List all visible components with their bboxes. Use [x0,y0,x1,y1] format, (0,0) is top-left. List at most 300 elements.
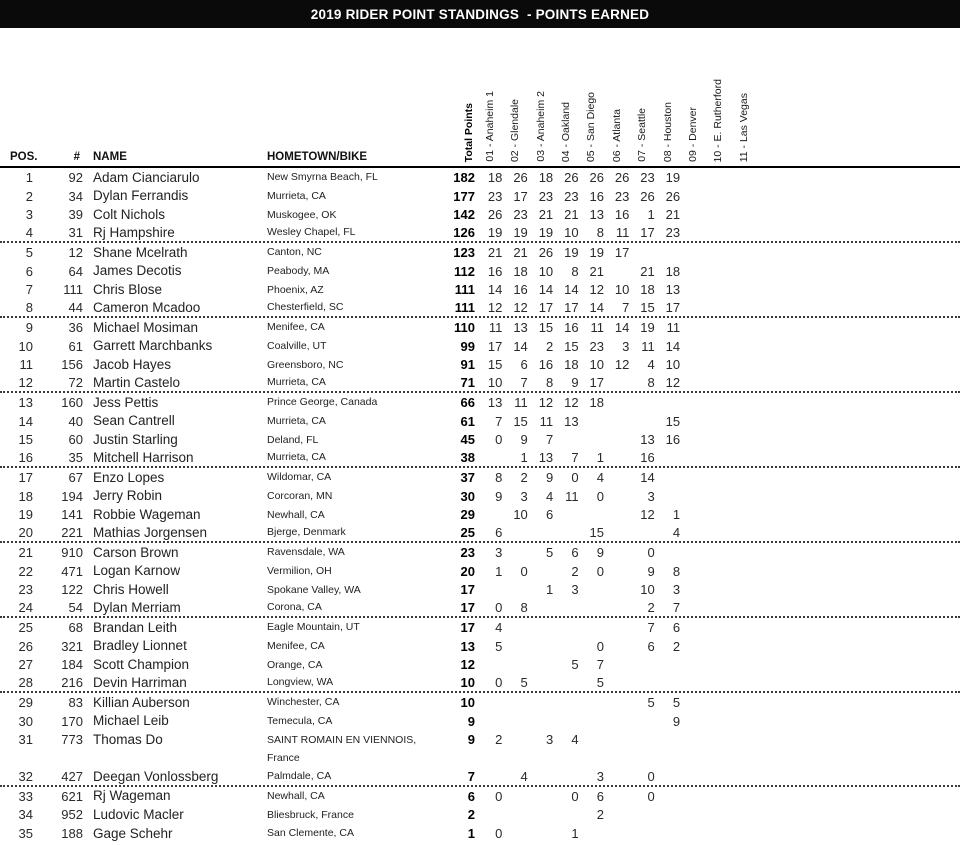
round-points-cell-8: 23 [665,225,681,241]
round-points-cell-6: 7 [622,300,630,316]
round-header-label: 02 - Glendale [509,98,522,162]
round-points-cell-1: 2 [495,731,503,747]
name-cell: Mathias Jorgensen [93,524,208,540]
number-cell: 221 [61,525,83,541]
pos-cell: 12 [18,375,33,391]
hometown-cell: Prince George, Canada [267,396,378,409]
number-cell: 188 [61,826,83,842]
table-row [0,374,960,393]
total-points-cell: 66 [460,394,475,410]
name-cell: Rj Wageman [93,788,171,804]
round-points-cell-2: 12 [513,300,528,316]
round-points-cell-8: 18 [665,263,681,279]
round-points-cell-4: 10 [564,225,579,241]
round-points-cell-1: 15 [487,357,503,373]
round-points-cell-1: 0 [495,600,503,616]
table-row [0,824,960,843]
name-cell: Scott Champion [93,657,190,673]
round-points-cell-4: 11 [565,488,579,504]
round-points-cell-1: 10 [487,375,503,391]
round-points-cell-6: 16 [614,207,630,223]
pos-cell: 29 [18,694,33,710]
table-row [0,618,960,637]
round-points-cell-3: 18 [538,169,554,185]
round-points-cell-4: 1 [571,826,579,842]
name-cell: Dylan Merriam [93,599,181,615]
total-points-cell: 6 [467,788,475,804]
hometown-cell: Vermilion, OH [267,564,332,577]
number-cell: 773 [61,731,83,747]
hometown-cell [265,731,443,769]
round-header-label: 10 - E. Rutherford [712,78,725,162]
table-row [0,262,960,281]
name-cell: Deegan Vonlossberg [93,768,219,784]
total-points-cell: 111 [454,282,475,298]
hometown-cell: Canton, NC [267,246,322,259]
total-points-cell: 17 [460,600,475,616]
round-points-cell-8: 12 [665,375,681,391]
number-cell: 83 [68,694,83,710]
column-header-number: # [73,151,80,163]
total-points-cell: 99 [460,338,475,354]
round-points-cell-3: 5 [545,544,554,560]
number-cell: 621 [61,788,83,804]
total-points-cell: 142 [453,207,475,223]
round-points-cell-2: 3 [520,488,528,504]
column-header-round-1 [478,28,503,166]
total-points-cell: 20 [460,563,475,579]
round-points-cell-5: 1 [596,450,604,466]
pos-cell: 3 [25,207,33,223]
name-cell: Jacob Hayes [93,357,172,373]
round-points-cell-3: 1 [545,582,554,598]
total-points-cell: 110 [454,319,475,335]
round-points-cell-4: 13 [564,413,579,429]
round-points-cell-2: 0 [520,563,528,579]
total-points-cell: 7 [467,768,475,784]
round-points-cell-1: 17 [487,338,503,354]
round-points-cell-2: 5 [520,675,528,691]
pos-cell: 18 [18,488,33,504]
total-points-cell: 61 [460,413,475,429]
round-points-cell-7: 0 [647,768,655,784]
round-header-label: 07 - Seattle [636,108,649,162]
total-points-cell: 17 [460,582,475,598]
hometown-cell: Temecula, CA [267,714,333,727]
pos-cell: 4 [25,225,33,241]
total-points-cell: 17 [460,619,475,635]
table-row [0,637,960,656]
total-points-cell: 2 [467,807,475,823]
round-header-label: 06 - Atlanta [610,108,623,162]
round-points-cell-1: 13 [487,394,503,410]
column-header-round-8 [656,28,681,166]
name-cell: Dylan Ferrandis [93,188,189,204]
round-points-cell-4: 9 [571,375,579,391]
table-row [0,281,960,300]
table-row [0,431,960,450]
hometown-cell: Palmdale, CA [267,770,332,783]
round-points-cell-3: 14 [538,282,554,298]
round-points-cell-5: 15 [589,525,604,541]
round-points-cell-4: 21 [564,207,579,223]
round-points-cell-1: 0 [495,675,503,691]
pos-cell: 20 [18,525,33,541]
number-cell: 141 [61,507,83,523]
round-points-cell-5: 3 [596,768,604,784]
name-cell: Michael Leib [93,713,169,729]
pos-cell: 9 [25,319,33,335]
pos-cell: 17 [18,469,33,485]
round-points-cell-1: 11 [488,319,503,335]
table-row [0,243,960,262]
name-cell: Jess Pettis [93,394,159,410]
round-points-cell-4: 4 [571,731,579,747]
round-points-cell-4: 23 [564,188,579,204]
round-points-cell-1: 16 [487,263,503,279]
name-cell: Chris Blose [93,282,163,298]
round-points-cell-1: 8 [495,469,503,485]
hometown-cell: Menifee, CA [267,639,325,652]
round-points-cell-3: 16 [538,357,554,373]
round-points-cell-5: 21 [589,263,604,279]
round-points-cell-4: 3 [571,582,579,598]
number-cell: 68 [68,619,83,635]
round-points-cell-7: 10 [640,582,655,598]
number-cell: 156 [61,357,83,373]
round-points-cell-5: 9 [596,544,604,560]
pos-cell: 6 [25,263,33,279]
round-points-cell-2: 9 [520,432,528,448]
round-points-cell-3: 12 [538,394,554,410]
round-points-cell-7: 6 [647,638,655,654]
round-points-cell-8: 3 [672,582,681,598]
name-cell: Bradley Lionnet [93,638,187,654]
total-points-cell: 91 [460,357,475,373]
pos-cell: 34 [18,807,33,823]
round-points-cell-6: 26 [614,169,630,185]
round-points-cell-3: 8 [545,375,554,391]
total-points-cell: 13 [460,638,475,654]
round-points-cell-1: 4 [495,619,503,635]
round-points-cell-5: 13 [589,207,604,223]
round-points-cell-5: 26 [589,169,604,185]
round-points-cell-4: 5 [571,657,579,673]
round-points-cell-3: 21 [538,207,554,223]
round-points-cell-6: 3 [622,338,630,354]
round-points-cell-3: 11 [539,413,554,429]
round-points-cell-4: 16 [564,319,579,335]
round-points-cell-3: 19 [538,225,554,241]
hometown-cell: Winchester, CA [267,696,340,709]
round-points-cell-2: 10 [513,507,528,523]
round-header-label: 08 - Houston [661,101,674,162]
table-row [0,449,960,468]
title-bar [0,0,960,28]
hometown-cell: Ravensdale, WA [267,546,345,559]
table-row [0,787,960,806]
total-points-cell: 12 [460,657,475,673]
table-row [0,731,960,769]
pos-cell: 21 [18,544,33,560]
round-points-cell-5: 4 [596,469,604,485]
round-points-cell-5: 18 [589,394,604,410]
hometown-cell: Greensboro, NC [267,358,344,371]
number-cell: 92 [68,169,83,185]
round-points-cell-2: 7 [520,375,528,391]
round-points-cell-4: 0 [571,469,579,485]
round-points-cell-8: 11 [666,319,681,335]
round-points-cell-7: 26 [640,188,655,204]
table-row [0,712,960,731]
name-cell: Garrett Marchbanks [93,338,213,354]
table-row [0,356,960,375]
name-cell: James Decotis [93,263,182,279]
round-points-cell-2: 18 [513,263,528,279]
pos-cell: 23 [18,582,33,598]
round-points-cell-7: 11 [641,338,655,354]
name-cell: Brandan Leith [93,619,178,635]
round-points-cell-8: 16 [665,432,681,448]
total-points-label: Total Points [463,102,476,162]
hometown-cell: Murrieta, CA [267,376,326,389]
pos-cell: 11 [19,357,33,373]
round-points-cell-8: 15 [665,413,681,429]
hometown-cell: Corona, CA [267,601,322,614]
total-points-cell: 10 [460,675,475,691]
round-points-cell-7: 15 [640,300,655,316]
round-points-cell-5: 8 [596,225,604,241]
number-cell: 31 [68,225,83,241]
table-header-row [0,28,960,168]
column-header-round-3 [529,28,554,166]
round-points-cell-8: 2 [672,638,681,654]
round-points-cell-3: 3 [545,731,554,747]
round-points-cell-7: 9 [647,563,655,579]
round-points-cell-7: 14 [640,469,655,485]
round-points-cell-4: 14 [564,282,579,298]
round-points-cell-1: 18 [487,169,503,185]
total-points-cell: 112 [454,263,475,279]
number-cell: 427 [61,768,83,784]
round-points-cell-4: 8 [571,263,579,279]
hometown-cell: Phoenix, AZ [267,283,324,296]
number-cell: 194 [61,488,83,504]
number-cell: 952 [61,807,83,823]
total-points-cell: 23 [460,544,475,560]
table-row [0,768,960,787]
column-header-round-9 [681,28,706,166]
total-points-cell: 123 [453,244,475,260]
total-points-cell: 37 [460,469,475,485]
round-points-cell-8: 26 [665,188,681,204]
name-cell: Chris Howell [93,582,169,598]
pos-cell: 19 [18,507,33,523]
round-points-cell-2: 21 [513,244,528,260]
number-cell: 321 [61,638,83,654]
pos-cell: 27 [18,657,33,673]
round-points-cell-7: 8 [647,375,655,391]
round-points-cell-3: 13 [538,450,554,466]
number-cell: 160 [61,394,83,410]
table-row [0,412,960,431]
number-cell: 471 [61,563,83,579]
round-header-label: 03 - Anaheim 2 [534,91,547,162]
hometown-cell: Murrieta, CA [267,451,326,464]
hometown-cell: Corcoran, MN [267,489,333,502]
table-row [0,299,960,318]
name-cell: Martin Castelo [93,374,181,390]
hometown-cell: Chesterfield, SC [267,301,344,314]
name-cell: Mitchell Harrison [93,449,194,465]
round-points-cell-7: 3 [647,488,655,504]
number-cell: 39 [68,207,83,223]
column-header-pos: POS. [10,151,38,163]
total-points-cell: 71 [460,375,475,391]
pos-cell: 1 [25,169,33,185]
round-points-cell-7: 13 [640,432,655,448]
hometown-cell: Coalville, UT [267,339,327,352]
hometown-line-2: France [267,752,300,765]
pos-cell: 35 [18,826,33,842]
round-points-cell-5: 23 [589,338,604,354]
table-row [0,806,960,825]
table-row [0,337,960,356]
round-points-cell-7: 5 [647,694,655,710]
column-header-total-points [443,28,478,166]
page-title: 2019 RIDER POINT STANDINGS - POINTS EARNED [310,6,650,22]
round-points-cell-8: 6 [672,619,681,635]
column-header-round-10 [707,28,732,166]
name-cell: Enzo Lopes [93,469,165,485]
round-points-cell-3: 15 [538,319,554,335]
table-row [0,562,960,581]
column-header-round-4 [554,28,579,166]
round-points-cell-4: 18 [564,357,579,373]
pos-cell: 33 [18,788,33,804]
round-points-cell-1: 26 [487,207,503,223]
total-points-cell: 29 [460,507,475,523]
round-points-cell-8: 7 [672,600,681,616]
round-points-cell-8: 5 [672,694,681,710]
number-cell: 72 [68,375,83,391]
round-points-cell-7: 21 [640,263,655,279]
pos-cell: 30 [18,713,33,729]
pos-cell: 28 [18,675,33,691]
round-points-cell-3: 26 [538,244,554,260]
hometown-cell: Deland, FL [267,433,319,446]
name-cell: Jerry Robin [93,488,163,504]
column-header-round-7 [630,28,655,166]
standings-table-body [0,168,960,843]
name-cell: Logan Karnow [93,563,181,579]
round-points-cell-8: 8 [672,563,681,579]
total-points-cell: 45 [460,432,475,448]
total-points-cell: 30 [460,488,475,504]
hometown-cell: Bjerge, Denmark [267,526,346,539]
number-cell: 67 [68,469,83,485]
round-points-cell-2: 2 [520,469,528,485]
hometown-cell: Bliesbruck, France [267,808,354,821]
number-cell: 12 [68,244,83,260]
round-points-cell-2: 16 [513,282,528,298]
round-points-cell-1: 3 [495,544,503,560]
hometown-cell: New Smyrna Beach, FL [267,171,378,184]
round-points-cell-2: 6 [520,357,528,373]
name-cell: Robbie Wageman [93,507,201,523]
round-points-cell-3: 23 [538,188,554,204]
round-points-cell-8: 10 [665,357,681,373]
round-points-cell-1: 12 [487,300,503,316]
round-points-cell-1: 5 [495,638,503,654]
column-header-round-6 [605,28,630,166]
hometown-cell: Wildomar, CA [267,471,332,484]
table-row [0,599,960,618]
round-points-cell-4: 6 [571,544,579,560]
round-points-cell-6: 14 [614,319,630,335]
total-points-cell: 111 [454,300,475,316]
round-points-cell-5: 10 [589,357,604,373]
round-points-cell-4: 17 [564,300,579,316]
total-points-cell: 182 [453,169,475,185]
table-row [0,224,960,243]
pos-cell: 7 [25,282,33,298]
round-header-label: 04 - Oakland [560,101,573,162]
number-cell: 36 [68,319,83,335]
total-points-cell: 126 [453,225,475,241]
name-cell: Gage Schehr [93,825,173,841]
round-points-cell-1: 1 [495,563,503,579]
round-points-cell-2: 8 [520,600,528,616]
round-points-cell-5: 14 [589,300,604,316]
round-points-cell-5: 16 [589,188,604,204]
round-points-cell-7: 16 [640,450,655,466]
round-points-cell-8: 21 [665,207,681,223]
round-points-cell-4: 2 [571,563,579,579]
table-row [0,168,960,187]
round-points-cell-5: 0 [596,488,604,504]
round-points-cell-7: 0 [647,544,655,560]
round-points-cell-2: 1 [520,450,528,466]
name-cell: Colt Nichols [93,207,166,223]
round-points-cell-7: 23 [640,169,655,185]
round-points-cell-7: 4 [647,357,655,373]
hometown-cell: Peabody, MA [267,264,330,277]
name-cell: Sean Cantrell [93,413,175,429]
total-points-cell: 25 [460,525,475,541]
name-cell: Ludovic Macler [93,807,184,823]
round-points-cell-2: 26 [513,169,528,185]
round-points-cell-4: 26 [564,169,579,185]
hometown-cell: Spokane Valley, WA [267,583,361,596]
round-points-cell-8: 4 [672,525,681,541]
number-cell: 54 [68,600,83,616]
round-points-cell-1: 0 [495,826,503,842]
round-points-cell-5: 11 [590,319,604,335]
hometown-cell: San Clemente, CA [267,827,354,840]
round-points-cell-4: 12 [564,394,579,410]
round-points-cell-1: 6 [495,525,503,541]
pos-cell: 16 [18,450,33,466]
round-points-cell-5: 2 [596,807,604,823]
hometown-cell: Orange, CA [267,658,323,671]
round-points-cell-1: 0 [495,788,503,804]
round-points-cell-8: 1 [672,507,681,523]
round-points-cell-8: 14 [665,338,681,354]
round-points-cell-1: 21 [487,244,503,260]
name-cell: Killian Auberson [93,694,190,710]
round-points-cell-3: 6 [545,507,554,523]
